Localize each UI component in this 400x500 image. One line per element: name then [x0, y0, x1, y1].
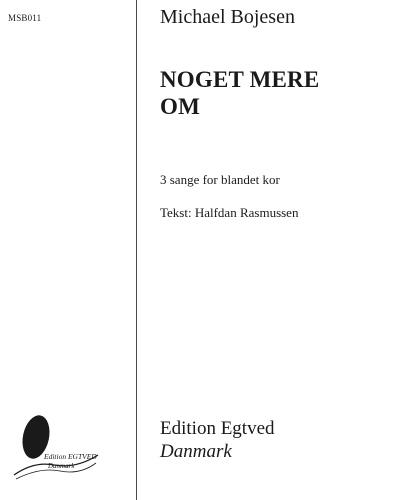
publisher-block: [160, 417, 275, 463]
lyricist-credit: Tekst: Halfdan Rasmussen: [160, 205, 299, 220]
work-title: [160, 66, 319, 120]
logo-text-line-2: Danmark: [48, 462, 75, 470]
work-title-line-2: OM: [160, 94, 200, 119]
work-subtitle: 3 sange for blandet kor: [160, 172, 280, 187]
vertical-divider: [136, 0, 137, 500]
publisher-name: Edition Egtved: [160, 418, 275, 439]
work-title-line-1: NOGET MERE: [160, 67, 320, 92]
composer-name: Michael Bojesen: [160, 6, 295, 28]
publisher-logo-icon: [10, 405, 102, 487]
publisher-country: Danmark: [160, 441, 232, 462]
logo-text-line-1: Edition EGTVED: [44, 452, 97, 461]
catalog-code: MSB011: [8, 13, 42, 23]
